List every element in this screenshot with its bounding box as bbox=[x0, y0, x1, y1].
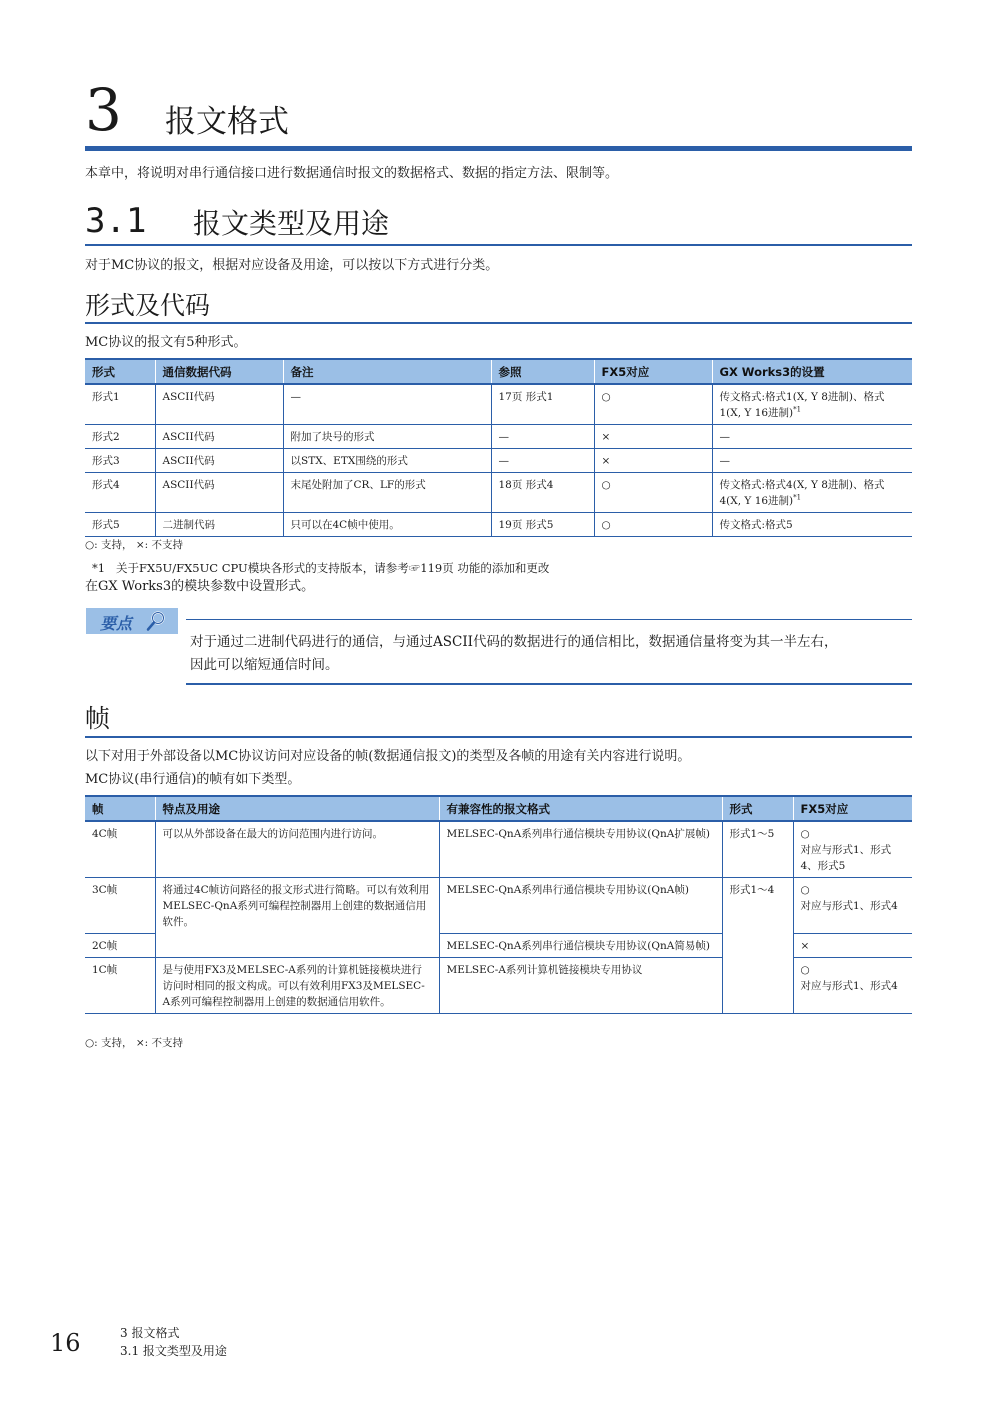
cell-ref: 19页 形式5 bbox=[491, 513, 594, 537]
header-code: 通信数据代码 bbox=[155, 359, 283, 384]
chapter-intro: 本章中，将说明对串行通信接口进行数据通信时报文的数据格式、数据的指定方法、限制等。 bbox=[85, 166, 619, 181]
cell-feature: 可以从外部设备在最大的访问范围内进行访问。 bbox=[155, 821, 439, 878]
chapter-number: 3 bbox=[85, 76, 122, 144]
cell-compat: MELSEC-QnA系列串行通信模块专用协议(QnA帧) bbox=[439, 878, 722, 934]
table-row bbox=[85, 473, 912, 513]
table-row bbox=[85, 384, 912, 425]
gx-setting: — bbox=[719, 455, 730, 467]
cell-gx bbox=[712, 449, 912, 473]
table-row bbox=[85, 513, 912, 537]
point-text-line2: 因此可以缩短通信时间。 bbox=[190, 657, 339, 673]
cell-frame: 4C帧 bbox=[85, 821, 155, 878]
footnote-text: 关于FX5U/FX5UC CPU模块各形式的支持版本，请参考 bbox=[116, 561, 409, 575]
section-intro: 对于MC协议的报文，根据对应设备及用途，可以按以下方式进行分类。 bbox=[85, 258, 499, 273]
page-number: 16 bbox=[50, 1329, 81, 1357]
cell-code: ASCII代码 bbox=[155, 449, 283, 473]
point-top-rule bbox=[186, 619, 912, 620]
cell-gx bbox=[712, 513, 912, 537]
cell-code: ASCII代码 bbox=[155, 473, 283, 513]
gx-setting: 传文格式:格式4(X, Y 8进制)、格式4(X, Y 16进制) bbox=[719, 479, 885, 507]
fx5-mark: ○ bbox=[800, 828, 810, 840]
header-form: 形式 bbox=[722, 796, 793, 821]
fx5-note: 对应与形式1、形式4 bbox=[800, 980, 898, 992]
header-ref: 参照 bbox=[491, 359, 594, 384]
cell-fx5 bbox=[793, 934, 912, 958]
fx5-note: 对应与形式1、形式4、形式5 bbox=[800, 844, 892, 872]
cell-form: 形式1 bbox=[85, 384, 155, 425]
cell-gx bbox=[712, 425, 912, 449]
cell-form: 形式1～5 bbox=[722, 821, 793, 878]
footnote-link[interactable]: 119页 功能的添加和更改 bbox=[420, 561, 550, 575]
cell-form: 形式5 bbox=[85, 513, 155, 537]
header-form: 形式 bbox=[85, 359, 155, 384]
format-table bbox=[85, 358, 912, 537]
cell-gx bbox=[712, 384, 912, 425]
cell-ref: 17页 形式1 bbox=[491, 384, 594, 425]
frame-intro2: MC协议(串行通信)的帧有如下类型。 bbox=[85, 772, 301, 787]
section-title: 报文类型及用途 bbox=[193, 207, 390, 240]
cell-feature: 是与使用FX3及MELSEC-A系列的计算机链接模块进行访问时相同的报文构成。可以有效利用FX3及MELSEC-A系列可编程控制器用上创建的数据通信用软件。 bbox=[155, 958, 439, 1014]
cell-form: 形式1～4 bbox=[722, 878, 793, 1014]
table-row bbox=[85, 449, 912, 473]
cell-note: 附加了块号的形式 bbox=[283, 425, 491, 449]
cell-ref: — bbox=[491, 449, 594, 473]
cell-fx5: × bbox=[594, 425, 712, 449]
chapter-title: 报文格式 bbox=[165, 104, 289, 140]
cell-fx5: ○ bbox=[594, 513, 712, 537]
cell-compat: MELSEC-A系列计算机链接模块专用协议 bbox=[439, 958, 722, 1014]
fx5-mark: × bbox=[800, 940, 810, 952]
cell-frame: 3C帧 bbox=[85, 878, 155, 934]
cell-form: 形式2 bbox=[85, 425, 155, 449]
cell-ref: — bbox=[491, 425, 594, 449]
footnote-mark: *1 bbox=[92, 561, 106, 575]
header-frame: 帧 bbox=[85, 796, 155, 821]
cell-note: 末尾处附加了CR、LF的形式 bbox=[283, 473, 491, 513]
format-title: 形式及代码 bbox=[85, 291, 211, 320]
magnifier-icon bbox=[145, 610, 167, 632]
fx5-mark: ○ bbox=[800, 884, 810, 896]
cell-note: — bbox=[283, 384, 491, 425]
cell-frame: 1C帧 bbox=[85, 958, 155, 1014]
cell-code: ASCII代码 bbox=[155, 425, 283, 449]
gx-setting: — bbox=[719, 431, 730, 443]
header-gx: GX Works3的设置 bbox=[712, 359, 912, 384]
setting-note: 在GX Works3的模块参数中设置形式。 bbox=[85, 579, 315, 594]
header-fx5: FX5对应 bbox=[594, 359, 712, 384]
cell-fx5: × bbox=[594, 449, 712, 473]
cell-fx5: ○ bbox=[594, 384, 712, 425]
cell-ref: 18页 形式4 bbox=[491, 473, 594, 513]
format-legend: ○: 支持， ×: 不支持 bbox=[85, 539, 184, 551]
section-number: 3.1 bbox=[85, 201, 147, 241]
cell-code: 二进制代码 bbox=[155, 513, 283, 537]
format-footnote bbox=[92, 561, 549, 575]
section-rule bbox=[85, 244, 912, 246]
frame-table bbox=[85, 795, 912, 1014]
cell-fx5 bbox=[793, 878, 912, 934]
frame-title: 帧 bbox=[85, 704, 111, 733]
header-feature: 特点及用途 bbox=[155, 796, 439, 821]
header-note: 备注 bbox=[283, 359, 491, 384]
reference-arrow-icon: ☞ bbox=[408, 561, 421, 575]
chapter-rule bbox=[85, 146, 912, 151]
cell-note: 以STX、ETX围绕的形式 bbox=[283, 449, 491, 473]
table-row bbox=[85, 878, 912, 934]
fx5-mark: ○ bbox=[800, 964, 810, 976]
point-bottom-rule bbox=[186, 683, 912, 685]
cell-form: 形式3 bbox=[85, 449, 155, 473]
cell-fx5: ○ bbox=[594, 473, 712, 513]
fx5-note: 对应与形式1、形式4 bbox=[800, 900, 898, 912]
cell-fx5 bbox=[793, 958, 912, 1014]
footnote-ref: *1 bbox=[793, 493, 802, 502]
format-intro: MC协议的报文有5种形式。 bbox=[85, 335, 247, 350]
frame-rule bbox=[85, 736, 912, 738]
cell-compat: MELSEC-QnA系列串行通信模块专用协议(QnA扩展帧) bbox=[439, 821, 722, 878]
cell-feature: 将通过4C帧访问路径的报文形式进行简略。可以有效利用MELSEC-QnA系列可编程控制器用上创建的数据通信用软件。 bbox=[155, 878, 439, 958]
point-label: 要点 bbox=[100, 614, 133, 633]
footnote-ref: *1 bbox=[793, 405, 802, 414]
gx-setting: 传文格式:格式1(X, Y 8进制)、格式1(X, Y 16进制) bbox=[719, 391, 885, 419]
format-table-header bbox=[85, 359, 912, 384]
frame-legend: ○: 支持， ×: 不支持 bbox=[85, 1037, 184, 1049]
cell-frame: 2C帧 bbox=[85, 934, 155, 958]
point-text-line1: 对于通过二进制代码进行的通信，与通过ASCII代码的数据进行的通信相比，数据通信量将变为其一半左右， bbox=[190, 634, 838, 650]
gx-setting: 传文格式:格式5 bbox=[719, 519, 793, 531]
header-compat: 有兼容性的报文格式 bbox=[439, 796, 722, 821]
format-rule bbox=[85, 322, 912, 324]
cell-gx bbox=[712, 473, 912, 513]
cell-note: 只可以在4C帧中使用。 bbox=[283, 513, 491, 537]
frame-table-header bbox=[85, 796, 912, 821]
cell-form: 形式4 bbox=[85, 473, 155, 513]
cell-fx5 bbox=[793, 821, 912, 878]
table-row bbox=[85, 821, 912, 878]
header-fx5: FX5对应 bbox=[793, 796, 912, 821]
frame-intro1: 以下对用于外部设备以MC协议访问对应设备的帧(数据通信报文)的类型及各帧的用途有关内容进行说明。 bbox=[85, 749, 691, 764]
footer-chapter: 3 报文格式 bbox=[120, 1326, 180, 1340]
cell-compat: MELSEC-QnA系列串行通信模块专用协议(QnA简易帧) bbox=[439, 934, 722, 958]
cell-code: ASCII代码 bbox=[155, 384, 283, 425]
table-row bbox=[85, 425, 912, 449]
footer-section: 3.1 报文类型及用途 bbox=[120, 1344, 227, 1358]
